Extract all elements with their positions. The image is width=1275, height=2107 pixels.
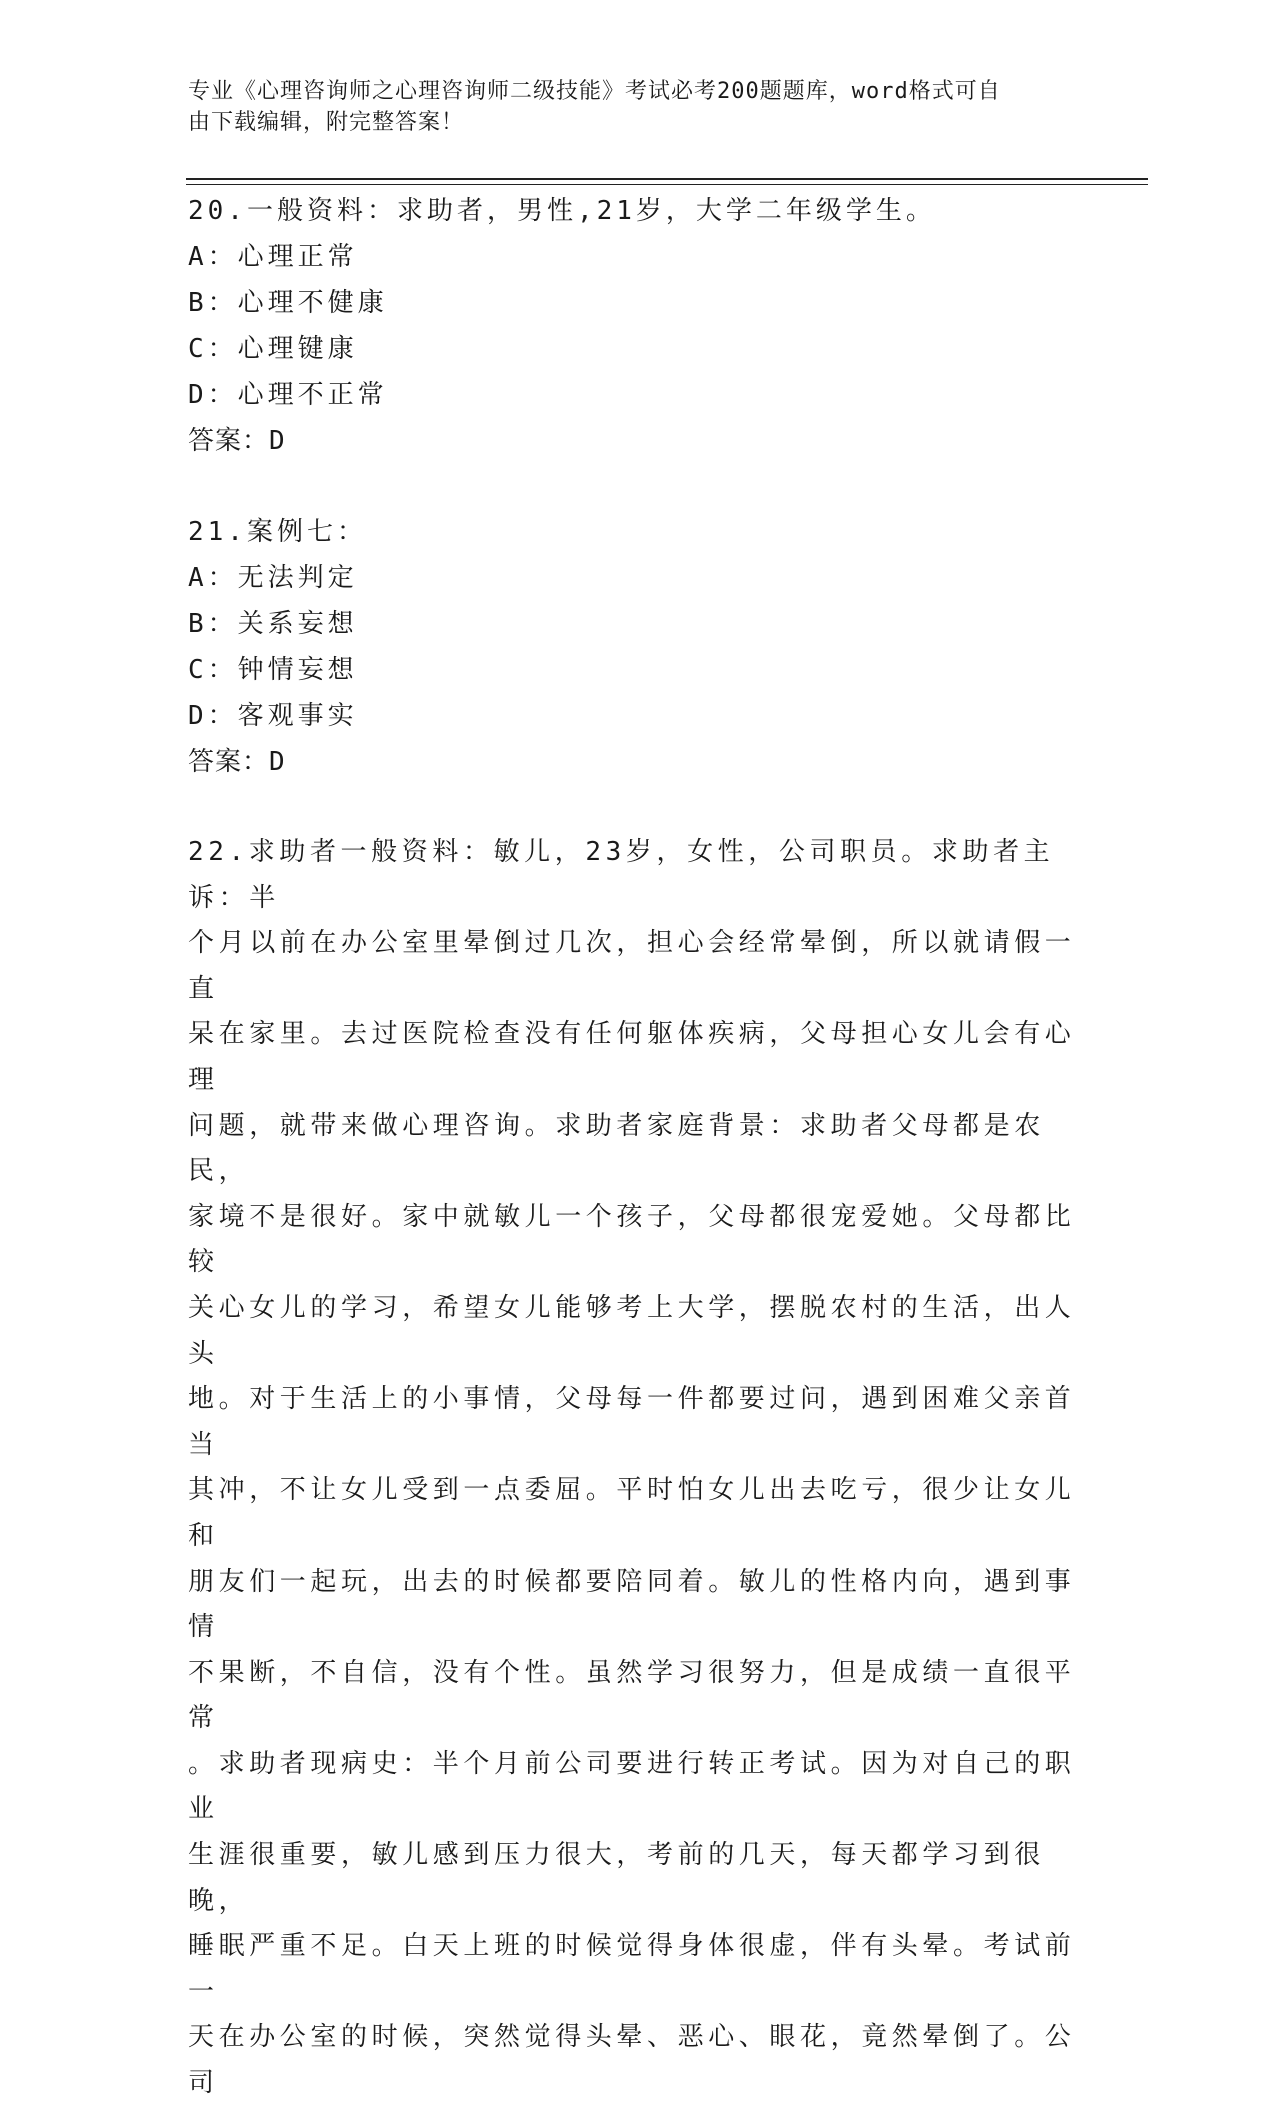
paragraph-line: 地。对于生活上的小事情，父母每一件都要过问，遇到困难父亲首当 <box>188 1384 1076 1460</box>
paragraph-line: 个月以前在办公室里晕倒过几次，担心会经常晕倒，所以就请假一直 <box>188 928 1076 1004</box>
paragraph-line: 天在办公室的时候，突然觉得头晕、恶心、眼花，竟然晕倒了。公司 <box>188 2022 1076 2099</box>
option-b: B：关系妄想 <box>188 609 358 639</box>
option-a: A：心理正常 <box>188 242 358 272</box>
question-list <box>188 188 1088 2107</box>
option-d: D：客观事实 <box>188 701 358 731</box>
option-c: C：心理键康 <box>188 334 358 364</box>
header-line-1: 专业《心理咨询师之心理咨询师二级技能》考试必考200题题库，word格式可自 <box>188 79 1001 104</box>
paragraph-line: 睡眠严重不足。白天上班的时候觉得身体很虚，伴有头晕。考试前一 <box>188 1931 1076 2007</box>
paragraph-line: 呆在家里。去过医院检查没有任何躯体疾病，父母担心女儿会有心理 <box>188 1019 1076 1095</box>
header-divider <box>186 178 1148 180</box>
paragraph-line: 不果断，不自信，没有个性。虽然学习很努力，但是成绩一直很平常 <box>188 1657 1076 1734</box>
paragraph-line: 22.求助者一般资料：敏儿，23岁，女性，公司职员。求助者主诉：半 <box>188 837 1055 913</box>
option-c: C：钟情妄想 <box>188 655 358 685</box>
header-divider-thin <box>186 184 1148 185</box>
answer: 答案：D <box>188 747 286 777</box>
option-a: A：无法判定 <box>188 563 358 593</box>
option-d: D：心理不正常 <box>188 380 388 410</box>
paragraph-line: 生涯很重要，敏儿感到压力很大，考前的几天，每天都学习到很晚， <box>188 1840 1045 1916</box>
question-21 <box>188 509 1088 785</box>
paragraph-line: 。求助者现病史：半个月前公司要进行转正考试。因为对自己的职业 <box>188 1748 1076 1825</box>
question-20 <box>188 188 1088 464</box>
question-stem: 21.案例七： <box>188 517 367 547</box>
paragraph-line: 家境不是很好。家中就敏儿一个孩子，父母都很宠爱她。父母都比较 <box>188 1201 1076 1278</box>
question-22 <box>188 830 1078 2107</box>
paragraph-line: 关心女儿的学习，希望女儿能够考上大学，摆脱农村的生活，出人头 <box>188 1292 1076 1369</box>
answer: 答案：D <box>188 426 286 456</box>
header-line-2: 由下载编辑，附完整答案！ <box>188 110 465 135</box>
spacer <box>188 464 1088 509</box>
question-stem: 20.一般资料：求助者，男性,21岁，大学二年级学生。 <box>188 196 936 226</box>
paragraph-line: 朋友们一起玩，出去的时候都要陪同着。敏儿的性格内向，遇到事情 <box>188 1566 1076 1643</box>
paragraph-line: 问题，就带来做心理咨询。求助者家庭背景：求助者父母都是农民， <box>188 1110 1045 1187</box>
spacer <box>188 785 1088 830</box>
document-header <box>188 76 1068 138</box>
paragraph-line: 其冲，不让女儿受到一点委屈。平时怕女儿出去吃亏，很少让女儿和 <box>188 1475 1076 1551</box>
option-b: B：心理不健康 <box>188 288 388 318</box>
